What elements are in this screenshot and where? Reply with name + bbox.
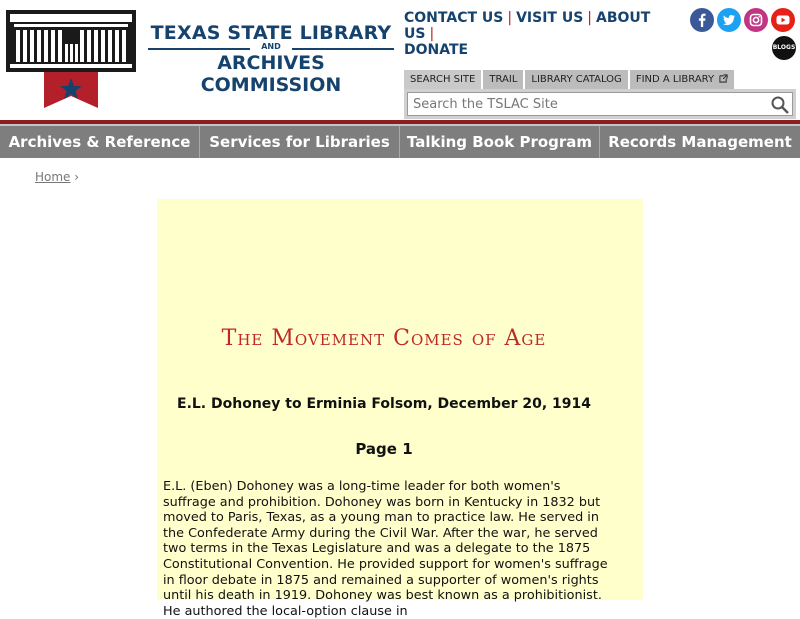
link-separator: | (429, 26, 435, 42)
visit-us-link[interactable]: VISIT US (516, 10, 584, 26)
nav-services-for-libraries[interactable]: Services for Libraries (200, 126, 400, 158)
tab-search-site[interactable]: SEARCH SITE (404, 70, 481, 89)
exhibit-title: The Movement Comes of Age (221, 326, 547, 351)
breadcrumb (35, 170, 79, 184)
logo-title-line1[interactable]: TEXAS STATE LIBRARY (150, 22, 392, 44)
description-paragraph: E.L. (Eben) Dohoney was a long-time leader for both women's suffrage and prohibition. Dohoney was born in Kentucky in 1832 but moved to Paris, Texas, as a young man to practice law. He served in the Confederate Army during the Civil War. After the war, he served two terms in the Texas Legislature and was a delegate to the 1875 Constitutional Convention. He provided support for women's suffrage in floor debate in 1875 and remained a supporter of women's rights until his death in 1919. Dohoney was best known as a prohibitionist. He authored the local-option clause in (163, 479, 608, 619)
blogs-icon[interactable]: BLOGS (772, 36, 796, 60)
site-header (0, 0, 800, 120)
link-separator: | (507, 10, 513, 26)
nav-archives-reference[interactable]: Archives & Reference (0, 126, 200, 158)
nav-records-management[interactable]: Records Management (608, 133, 792, 151)
facebook-icon[interactable] (690, 8, 714, 32)
breadcrumb-separator: › (74, 170, 80, 184)
exhibit-content-panel (157, 199, 643, 619)
search-tabs (404, 70, 734, 89)
page-number-heading: Page 1 (355, 440, 413, 458)
instagram-icon[interactable] (744, 8, 768, 32)
breadcrumb-home-link[interactable]: Home (35, 170, 71, 184)
find-a-library-label: FIND A LIBRARY (635, 74, 715, 85)
link-separator: | (587, 10, 592, 26)
tslac-logo-star-icon (44, 72, 98, 108)
search-icon[interactable] (770, 95, 790, 115)
logo-title-line2[interactable]: ARCHIVES COMMISSION (200, 52, 342, 96)
search-bar (404, 89, 796, 119)
youtube-icon[interactable] (771, 8, 795, 32)
utility-links (404, 10, 654, 58)
tab-find-a-library[interactable] (630, 70, 734, 89)
external-link-icon (719, 74, 728, 83)
logo-and-text: AND (261, 42, 281, 51)
about-us-link[interactable]: ABOUT US (404, 10, 651, 42)
tslac-logo-building-icon[interactable] (6, 10, 136, 72)
search-input[interactable] (407, 92, 793, 116)
nav-talking-book-program[interactable]: Talking Book Program (400, 126, 600, 158)
donate-link[interactable]: DONATE (404, 42, 469, 58)
document-title: E.L. Dohoney to Erminia Folsom, December 20, 1914 (177, 396, 591, 412)
contact-us-link[interactable]: CONTACT US (404, 10, 504, 26)
tab-trail[interactable]: TRAIL (483, 70, 523, 89)
twitter-icon[interactable] (717, 8, 741, 32)
main-navigation (0, 124, 800, 158)
tab-library-catalog[interactable]: LIBRARY CATALOG (525, 70, 627, 89)
